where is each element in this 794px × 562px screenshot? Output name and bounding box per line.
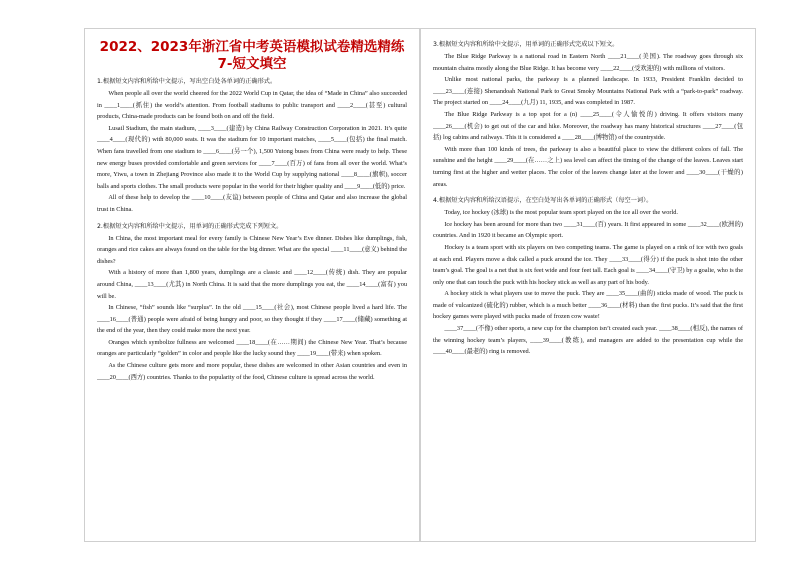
section-1 bbox=[97, 77, 407, 216]
section-1-paragraph-3: All of these help to develop the ____10____(友谊) between people of China and Qatar and also increase the global trust in China. bbox=[97, 194, 407, 213]
section-4-paragraph-1: Today, ice hockey (冰球) is the most popular team sport played on the ice all over the world. bbox=[444, 209, 678, 217]
section-2-paragraph-5: As the Chinese culture gets more and more popular, these dishes are welcomed in other Asian countries and even in ____20____(西方) countries. Thanks to the popularity of the food, Chinese culture is spread across the world. bbox=[97, 362, 407, 381]
section-3-paragraph-3: The Blue Ridge Parkway is a top spot for a (n) ____25____(令人愉悦的) driving. It offers visitors many ____26____(机会) to get out of the car and hike. Moreover, the roadway has many historical structures ____27____(包括) log cabins and railways. This it is considered a ____28____(博物馆) of the countryside. bbox=[433, 110, 743, 142]
page-title: 2022、2023年浙江省中考英语模拟试卷精选精练 7-短文填空 bbox=[99, 39, 405, 72]
section-3-paragraph-1: The Blue Ridge Parkway is a national road in Eastern North ____21____(美国). The roadway goes through six mountain chains mostly along the Blue Ridge. It has become very ____22____(受欢迎的) with millions of visitors. bbox=[433, 53, 743, 72]
section-2-paragraph-3: In Chinese, “fish” sounds like “surplus”. In the old ____15____(社会), most Chinese people lived a hard life. The ____16____(普通) people were afraid of being hungry and poor, so they thought if they ____17____(储藏) something at the end of the year, then they could make more the next year. bbox=[97, 304, 407, 335]
section-3-paragraph-4: With more than 100 kinds of trees, the parkway is also a beautiful place to view the different colors of fall. The sunshine and the height ____29____(在……之上) sea level can affect the timing of the change of the leaves. Leaves start turning first at the higher and wetter places. The color of the leaves change later at the lower and ____30____(干燥的) areas. bbox=[433, 145, 743, 188]
section-3 bbox=[433, 40, 743, 190]
section-4 bbox=[433, 196, 743, 358]
left-column bbox=[97, 37, 407, 535]
left-page bbox=[84, 28, 420, 542]
section-1-paragraph-2: Lusail Stadium, the main stadium, ____3____(建造) by China Railway Construction Corporation in 2021. It’s quite ____4____(现代的) with 80,000 seats. It was the stadium for 10 important matches, ____5____(包括) the final match. When fans travelled from one stadium to ____6____(另一个), 1,500 Yutong buses from China were ready to help. These new energy buses provided comfortable and green services for ____7____(百万) of fans from all over the world. What’s more, Yiwu, a town in Zhejiang Province also made it to the World Cup by supplying national ____8____(旗帜), soccer balls and sports clothes. The small products were popular in the world for their higher quality and ____9____(低的) price. bbox=[97, 124, 407, 190]
section-4-paragraph-4: A hockey stick is what players use to move the puck. They are ____35____(曲的) sticks made of wood. The puck is made of vulcanized (硫化的) rubber, which is a much better ____36____(材料) than the first pucks. It’s said that the first hockey games were played with pucks made of frozen cow waste! bbox=[433, 290, 743, 321]
section-2-paragraph-1: In China, the most important meal for every family is Chinese New Year’s Eve dinner. Dishes like dumplings, fish, oranges and rice cakes are always found on the table for the big dinner. What are the special ____11____(意义) behind the dishes? bbox=[97, 234, 407, 265]
section-4-instruction: 4.根据短文内容和所给汉语提示，在空白处写出各单词的正确形式（每空一词）。 bbox=[433, 197, 653, 205]
section-2-paragraph-2: With a history of more than 1,800 years, dumplings are a classic and ____12____(传统) dish. They are popular around China, ____13____(尤其) in North China. It is said that the more dumplings you eat, the ____14____(富有) you will be. bbox=[97, 269, 407, 300]
section-4-paragraph-3: Hockey is a team sport with six players on two competing teams. The game is played on a rink of ice with two goals at each end. Players move a disk called a puck around the ice. They ____33____(得分) if the puck is shot into the other team’s goal. The goal is a net that is six feet wide and four feet tall. Each goal is ____34____(守卫) by a goalie, who is the only one that can touch the puck with his hockey stick as well as any part of his body. bbox=[433, 243, 743, 286]
section-2-paragraph-4: Oranges which symbolize fullness are welcomed ____18____(在……期间) the Chinese New Year. That’s because oranges are particularly “golden” in color and people like the lucky sound they ____19____(带来) when spoken. bbox=[97, 338, 407, 358]
section-4-paragraph-5: ____37____(不像) other sports, a new cup for the champion isn’t created each year. ____38____(相反), the names of the winning hockey team’s players, ____39____(教练), and managers are added to the presentation cup while the ____40____(最老的) ring is removed. bbox=[433, 325, 743, 356]
section-3-instruction: 3.根据短文内容和所给中文提示，用单词的正确形式完成以下短文。 bbox=[433, 41, 619, 48]
section-1-instruction: 1.根据短文内容和所给中文提示，写出空白处各单词的正确形式。 bbox=[97, 78, 277, 85]
right-page bbox=[420, 28, 756, 542]
section-1-paragraph-1: When people all over the world cheered for the 2022 World Cup in Qatar, the idea of “Made in China” also succeeded in ____1____(抓住) the world’s attention. From football stadiums to public transport and ____2____(甚至) cultural products, China-made products can be found both on and off the field. bbox=[97, 90, 407, 121]
section-4-paragraph-2: Ice hockey has been around for more than two ____31____(百) years. It first appeared in some ____32____(欧洲的) countries. And in 1920 it became an Olympic sport. bbox=[433, 220, 743, 240]
right-column bbox=[433, 37, 743, 535]
section-2-instruction: 2.根据短文内容和所给中文提示，用单词的正确形式完成下列短文。 bbox=[97, 222, 283, 230]
section-2 bbox=[97, 222, 407, 384]
section-3-paragraph-2: Unlike most national parks, the parkway is a planned landscape. In 1933, President Franklin decided to ____23____(连接) Shenandoah National Park to Great Smoky Mountains National Park with a “park-to-park” roadway. The project started on ____24____(九月) 11, 1935, and was completed in 1987. bbox=[433, 76, 743, 107]
